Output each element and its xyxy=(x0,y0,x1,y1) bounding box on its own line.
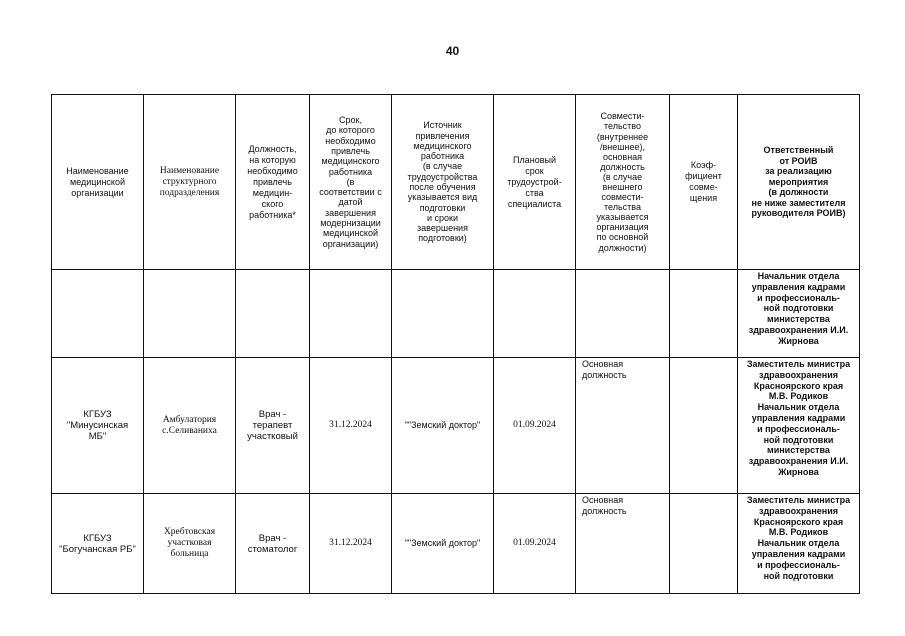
cell-department: Амбулатория с.Селиваниха xyxy=(144,358,236,494)
table-row xyxy=(52,494,860,594)
cell-source xyxy=(392,270,494,358)
cell-planned-date: 01.09.2024 xyxy=(494,358,576,494)
cell-organization: КГБУЗ "Минусинская МБ" xyxy=(52,358,144,494)
cell-coefficient xyxy=(670,494,738,594)
header-row xyxy=(52,95,860,270)
cell-deadline: 31.12.2024 xyxy=(310,494,392,594)
cell-combination: Основная должность xyxy=(576,494,670,594)
cell-organization: КГБУЗ "Богучанская РБ" xyxy=(52,494,144,594)
cell-position xyxy=(236,270,310,358)
staffing-table xyxy=(51,94,860,594)
table-row xyxy=(52,270,860,358)
cell-responsible: Заместитель министра здравоохранения Красноярского края М.В. Родиков Начальник отдела управления кадрами и профессиональ- ной подготовки xyxy=(738,494,860,594)
table-row xyxy=(52,358,860,494)
header-department: Наименование структурного подразделения xyxy=(144,95,236,270)
cell-source: ""Земский доктор" xyxy=(392,358,494,494)
cell-department xyxy=(144,270,236,358)
header-source: Источник привлечения медицинского работника (в случае трудоустройства после обучения указывается вид подготовки и сроки завершения подготовки) xyxy=(392,95,494,270)
header-combination: Совмести- тельство (внутреннее /внешнее), основная должность (в случае внешнего совмести- тельства указывается организация по основной должности) xyxy=(576,95,670,270)
cell-source: ""Земский доктор" xyxy=(392,494,494,594)
header-planned-date: Плановый срок трудоустрой- ства специалиста xyxy=(494,95,576,270)
cell-position: Врач - терапевт участковый xyxy=(236,358,310,494)
cell-deadline: 31.12.2024 xyxy=(310,358,392,494)
cell-planned-date: 01.09.2024 xyxy=(494,494,576,594)
header-organization: Наименование медицинской организации xyxy=(52,95,144,270)
header-responsible: Ответственный от РОИВ за реализацию мероприятия (в должности не ниже заместителя руководителя РОИВ) xyxy=(738,95,860,270)
cell-responsible: Начальник отдела управления кадрами и профессиональ- ной подготовки министерства здравоохранения И.И. Жирнова xyxy=(738,270,860,358)
header-deadline: Срок, до которого необходимо привлечь медицинского работника (в соответствии с датой завершения модернизации медицинской организации) xyxy=(310,95,392,270)
cell-department: Хребтовская участковая больница xyxy=(144,494,236,594)
cell-position: Врач - стоматолог xyxy=(236,494,310,594)
cell-coefficient xyxy=(670,270,738,358)
cell-deadline xyxy=(310,270,392,358)
cell-planned-date xyxy=(494,270,576,358)
cell-responsible: Заместитель министра здравоохранения Красноярского края М.В. Родиков Начальник отдела управления кадрами и профессиональ- ной подготовки министерства здравоохранения И.И. Жирнова xyxy=(738,358,860,494)
cell-combination: Основная должность xyxy=(576,358,670,494)
cell-combination xyxy=(576,270,670,358)
cell-coefficient xyxy=(670,358,738,494)
header-coefficient: Коэф- фициент совме- щения xyxy=(670,95,738,270)
cell-organization xyxy=(52,270,144,358)
header-position: Должность, на которую необходимо привлечь медицин- ского работника* xyxy=(236,95,310,270)
page-number: 40 xyxy=(445,44,460,58)
